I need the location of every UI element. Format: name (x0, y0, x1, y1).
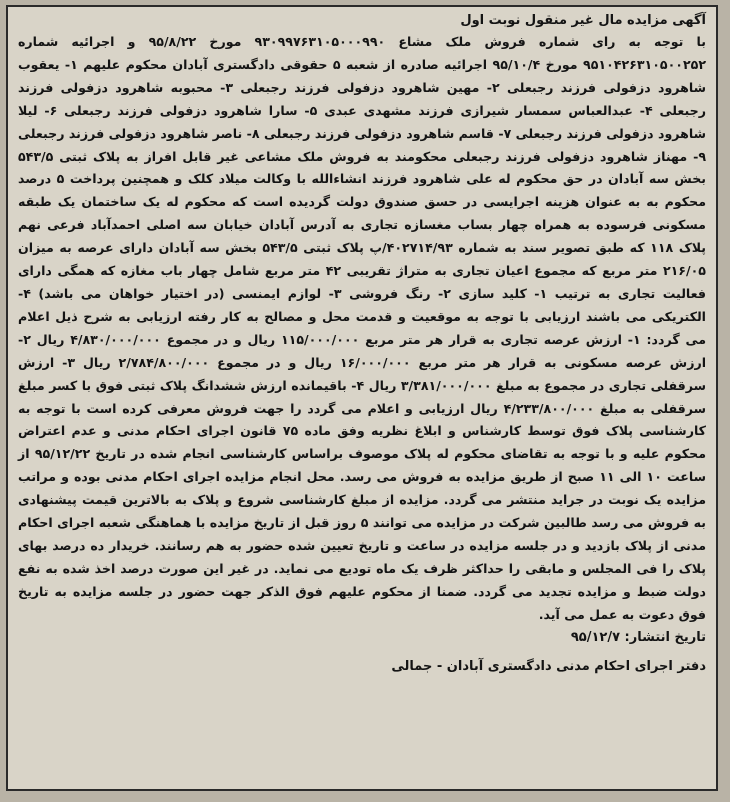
notice-body: با توجه به رای شماره فروش ملک مشاع ۹۳۰۹۹۷۶۳۱۰۵۰۰۰۹۹۰ مورخ ۹۵/۸/۲۲ و اجرائیه شماره ۹۵۱۰۴۲۶۳۱۰۵۰۰۲۵۲ مورخ ۹۵/۱۰/۴ اجرائیه صادره از شعبه ۵ حقوقی دادگستری آبادان محکوم علیهم ۱- یعقوب شاهرود دزفولی فرزند رجبعلی ۲- مهین شاهرود دزفولی فرزند رجبعلی ۳- محبوبه شاهرود دزفولی فرزند رجبعلی ۴- عبدالعباس سمسار شیرازی فرزند مشهدی عبدی ۵- سارا شاهرود دزفولی فرزند رجبعلی ۶- لیلا شاهرود دزفولی فرزند رجبعلی ۷- قاسم شاهرود دزفولی فرزند رجبعلی ۸- ناصر شاهرود دزفولی فرزند رجبعلی ۹- مهناز شاهرود دزفولی فرزند رجبعلی محکومند به فروش ملک مشاعی غیر قابل افراز به پلاک ثبتی ۵۴۳/۵ بخش سه آبادان در حق محکوم له علی شاهرود فرزند انشاءالله با وکالت میلاد کلک و همچنین پرداخت ۵ درصد محکوم به به عنوان هزینه اجرایسی در حسق صندوق دولت گردیده است که محکوم له یک ساختمان یک طبقه مسکونی فرسوده به همراه چهار بساب مغسازه تجاری به آدرس آبادان خیابان سه اصلی احمدآباد فرعی نهم پلاک ۱۱۸ که طبق تصویر سند به شماره ۴۰۲۷۱۴/۹۳/پ پلاک ثبتی ۵۴۳/۵ بخش سه آبادان دارای عرصه به میزان ۲۱۶/۰۵ متر مربع که مجموع اعیان تجاری به متراژ تقریبی ۴۲ متر مربع شامل چهار باب مغازه که همگی دارای فعالیت تجاری به ترتیب ۱- کلید سازی ۲- رنگ فروشی ۳- لوازم ایمنسی (در اختیار خواهان می باشد) ۴- الکتریکی می باشند ارزیابی با توجه به موقعیت و قدمت محل و مصالح به کار رفته ارزیابی به شرح ذیل اعلام می گردد: ۱- ارزش عرصه تجاری به قرار هر متر مربع ۱۱۵/۰۰۰/۰۰۰ ریال و در مجموع ۴/۸۳۰/۰۰۰/۰۰۰ ریال ۲- ارزش عرصه مسکونی به قرار هر متر مربع ۱۶/۰۰۰/۰۰۰ ریال و در مجموع ۲/۷۸۴/۸۰۰/۰۰۰ ریال ۳- ارزش سرقفلی تجاری در مجموع به مبلغ ۳/۳۸۱/۰۰۰/۰۰۰ ریال ۴- باقیمانده ارزش ششدانگ پلاک ثبتی فوق با کسر مبلغ سرقفلی به مبلغ ۴/۲۳۳/۸۰۰/۰۰۰ ریال ارزیابی و اعلام می گردد را جهت فروش معرفی کرده است با توجه به کارشناسی پلاک فوق توسط کارشناس و ابلاغ نظریه وفق ماده ۷۵ قانون اجرای احکام مدنی و عدم اعتراض محکوم علیه و با توجه به تقاضای محکوم له پلاک موصوف براساس کارشناسی انجام شده در تاریخ ۹۵/۱۲/۲۲ از ساعت ۱۰ الی ۱۱ صبح از طریق مزایده به فروش می رسد. محل انجام مزایده اجرای احکام مدنی بوده و مراتب مزایده یک نوبت در جراید منتشر می گردد. مزایده از مبلغ کارشناسی شروع و پلاک به بالاترین قیمت پیشنهادی به فروش می رسد طالبین شرکت در مزایده می توانند ۵ روز قبل از تاریخ مزایده با هماهنگی شعبه اجرای احکام مدنی از پلاک بازدید و در جلسه مزایده در ساعت و تاریخ تعیین شده حضور به هم رسانند. خریدار ده درصد بهای پلاک را فی المجلس و مابقی را حداکثر ظرف یک ماه تودیع می نماید. در غیر این صورت درصد اخذ شده به نفع دولت ضبط و مزایده تجدید می گردد. ضمنا از محکوم علیهم فوق الذکر جهت حضور در جلسه مزایده به تاریخ فوق دعوت به عمل می آید. (18, 34, 707, 622)
publish-date: تاریخ انتشار: ۹۵/۱۲/۷ (570, 629, 706, 645)
issuing-office: دفتر اجرای احکام مدنی دادگستری آبادان - جمالی (391, 658, 706, 674)
notice-clipping (6, 5, 718, 791)
notice-title: آگهی مزایده مال غیر منقول نوبت اول (460, 13, 706, 28)
